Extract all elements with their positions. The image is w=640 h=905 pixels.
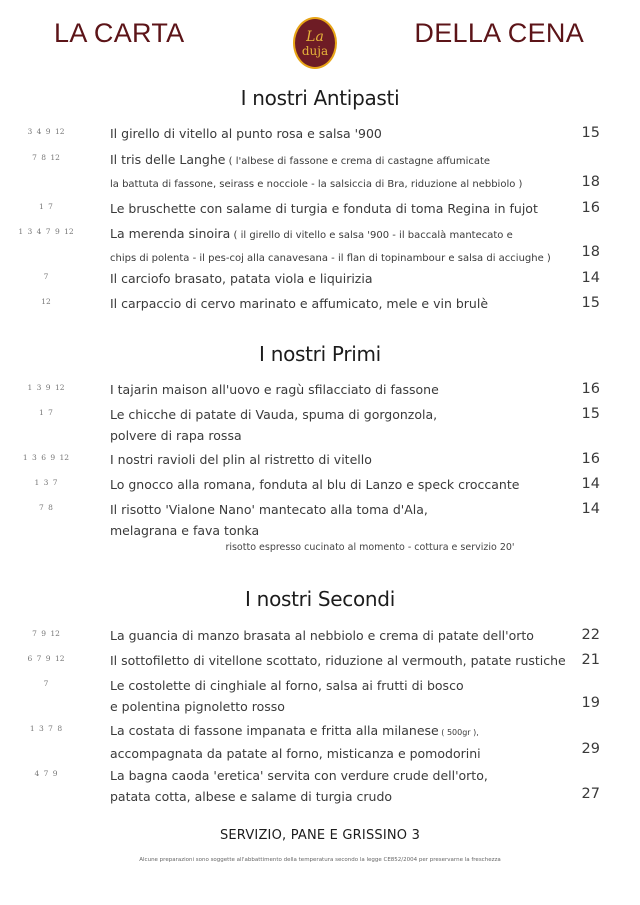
logo-text-line2: duja xyxy=(301,43,329,58)
allergen-codes: 6 7 9 12 xyxy=(27,654,65,663)
dish-detail-1: ( l'albese di fassone e crema di castagne affumicate xyxy=(225,156,491,167)
dish-name: Le costolette di cinghiale al forno, salsa ai frutti di bosco xyxy=(110,678,464,693)
dish-price: 29 xyxy=(581,741,600,757)
dish-price: 14 xyxy=(581,501,600,517)
allergen-codes: 1 3 4 7 9 12 xyxy=(18,227,74,236)
dish-price: 14 xyxy=(581,270,600,286)
dish-price: 21 xyxy=(581,652,600,668)
dish-price: 14 xyxy=(581,476,600,492)
dish-price: 22 xyxy=(581,627,600,643)
allergen-codes: 3 4 9 12 xyxy=(27,127,65,136)
risotto-note: risotto espresso cucinato al momento - cottura e servizio 20' xyxy=(225,542,515,553)
dish-name: Il girello di vitello al punto rosa e salsa '900 xyxy=(110,126,382,141)
dish-name-line2: e polentina pignoletto rosso xyxy=(110,699,285,714)
dish-name: La bagna caoda 'eretica' servita con verdure crude dell'orto, xyxy=(110,768,488,783)
dish-description xyxy=(110,404,570,446)
dish-name: Lo gnocco alla romana, fonduta al blu di Lanzo e speck croccante xyxy=(110,477,520,492)
dish-description xyxy=(110,149,570,195)
allergen-codes: 1 7 xyxy=(39,408,53,417)
allergen-codes: 7 9 12 xyxy=(32,629,60,638)
dish-name: Il risotto 'Vialone Nano' mantecato alla toma d'Ala, xyxy=(110,502,428,517)
allergen-codes: 1 3 9 12 xyxy=(27,383,65,392)
title-left: LA CARTA xyxy=(54,18,185,48)
section-title-antipasti: I nostri Antipasti xyxy=(240,86,400,110)
allergen-codes: 7 8 xyxy=(39,503,53,512)
dish-name: La merenda sinoira xyxy=(110,226,231,241)
restaurant-logo xyxy=(293,17,337,69)
logo-text-line1: La xyxy=(306,28,324,45)
allergen-codes: 1 3 6 9 12 xyxy=(22,453,70,462)
dish-description xyxy=(110,499,570,541)
dish-price: 19 xyxy=(581,695,600,711)
title-right: DELLA CENA xyxy=(414,18,584,48)
section-title-primi: I nostri Primi xyxy=(259,342,381,366)
dish-price: 18 xyxy=(581,244,600,260)
dish-name: I nostri ravioli del plin al ristretto di vitello xyxy=(110,452,372,467)
dish-description xyxy=(110,223,570,269)
dish-description xyxy=(110,765,570,807)
allergen-codes: 7 xyxy=(43,679,49,688)
dish-price: 15 xyxy=(581,406,600,422)
section-title-secondi: I nostri Secondi xyxy=(245,587,395,611)
dish-price: 16 xyxy=(581,451,600,467)
dish-name: Le bruschette con salame di turgia e fonduta di toma Regina in fujot xyxy=(110,201,538,216)
allergen-codes: 7 xyxy=(43,272,49,281)
dish-name: La guancia di manzo brasata al nebbiolo e crema di patate dell'orto xyxy=(110,628,534,643)
dish-detail-2: la battuta di fassone, seirass e nocciole - la salsiccia di Bra, riduzione al nebbiolo ) xyxy=(110,179,523,190)
dish-name: La costata di fassone impanata e fritta alla milanese xyxy=(110,723,439,738)
allergen-codes: 1 7 xyxy=(39,202,53,211)
dish-name: Le chicche di patate di Vauda, spuma di gorgonzola, xyxy=(110,407,438,422)
dish-name: Il tris delle Langhe xyxy=(110,152,226,167)
legal-disclaimer: Alcune preparazioni sono soggette all'abbattimento della temperatura secondo la legge CE852/2004 per preservarne la freschezza xyxy=(139,857,501,863)
allergen-codes: 4 7 9 xyxy=(34,769,58,778)
service-charge: SERVIZIO, PANE E GRISSINO 3 xyxy=(219,828,421,843)
dish-name: Il sottofiletto di vitellone scottato, riduzione al vermouth, patate rustiche xyxy=(110,653,566,668)
dish-price: 27 xyxy=(581,786,600,802)
dish-name-line2: accompagnata da patate al forno, misticanza e pomodorini xyxy=(110,746,481,761)
dish-description xyxy=(110,675,570,717)
allergen-codes: 7 8 12 xyxy=(32,153,60,162)
dish-weight: ( 500gr ), xyxy=(438,728,479,737)
allergen-codes: 12 xyxy=(41,297,51,306)
dish-price: 15 xyxy=(581,125,600,141)
dish-price: 18 xyxy=(581,174,600,190)
dish-description xyxy=(110,720,570,764)
dish-name-line2: patata cotta, albese e salame di turgia crudo xyxy=(110,789,393,804)
allergen-codes: 1 3 7 8 xyxy=(29,724,63,733)
dish-detail-1: ( il girello di vitello e salsa '900 - il baccalà mantecato e xyxy=(230,230,513,241)
dish-price: 16 xyxy=(581,200,600,216)
allergen-codes: 1 3 7 xyxy=(34,478,58,487)
dish-detail-2: chips di polenta - il pes-coj alla canavesana - il flan di topinambour e salsa di acciughe ) xyxy=(110,253,551,264)
dish-name: I tajarin maison all'uovo e ragù sfilacciato di fassone xyxy=(110,382,439,397)
dish-name: Il carpaccio di cervo marinato e affumicato, mele e vin brulè xyxy=(110,296,489,311)
dish-name: Il carciofo brasato, patata viola e liquirizia xyxy=(110,271,373,286)
dish-price: 16 xyxy=(581,381,600,397)
dish-name-line2: polvere di rapa rossa xyxy=(110,428,242,443)
dish-name-line2: melagrana e fava tonka xyxy=(110,523,260,538)
dish-price: 15 xyxy=(581,295,600,311)
